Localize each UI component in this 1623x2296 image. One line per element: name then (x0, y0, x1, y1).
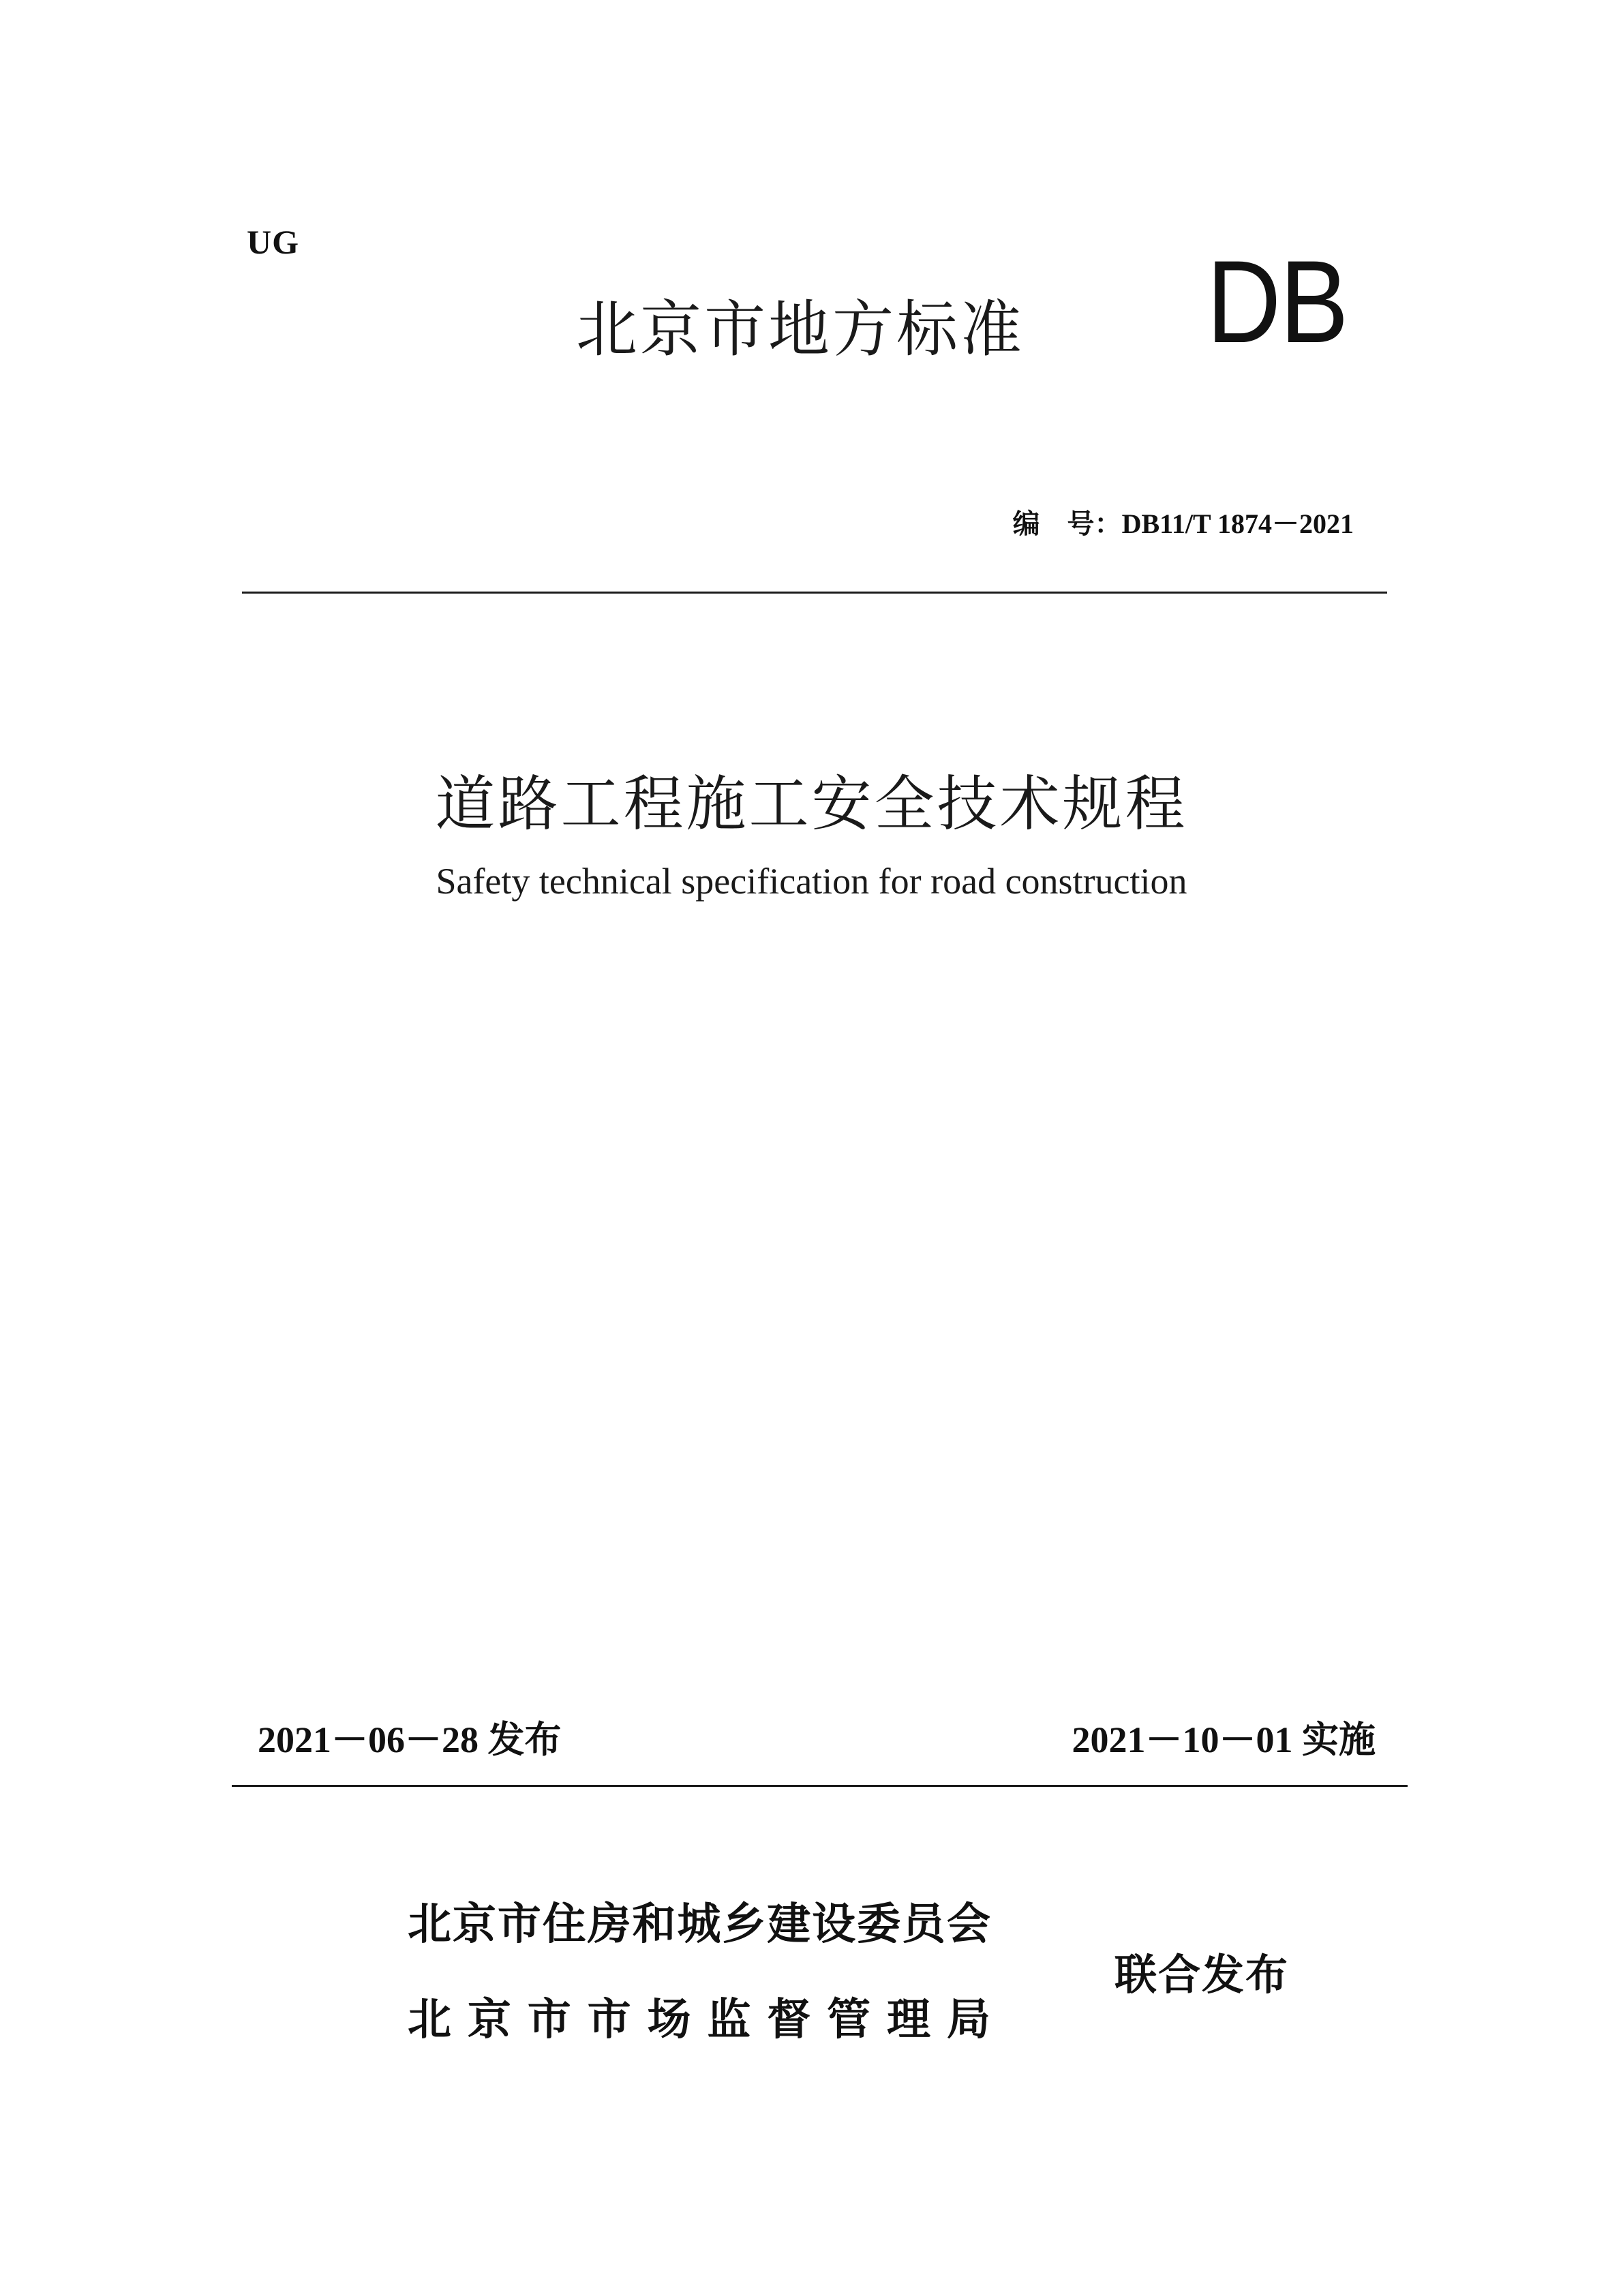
db-mark: DB (1207, 236, 1348, 367)
issuer-market-supervision (408, 1985, 990, 2047)
issuer-char: 理 (887, 1995, 930, 2045)
issuer-char: 场 (647, 1995, 691, 2045)
issuer-char: 住 (542, 1899, 586, 1950)
issuer-char: 市 (497, 1899, 541, 1950)
standard-type-title: 北京市地方标准 (576, 294, 1025, 365)
issuer-housing-commission (408, 1889, 990, 1952)
effective-date: 2021－10－01 实施 (1072, 1719, 1376, 1760)
issuer-char: 和 (632, 1899, 676, 1950)
standard-number (1013, 502, 1354, 541)
bottom-divider (232, 1785, 1408, 1787)
issuer-char: 房 (587, 1899, 631, 1950)
issuer-char: 监 (707, 1995, 751, 2045)
issuer-char: 督 (767, 1995, 811, 2045)
standard-number-label: 编 号： (1012, 508, 1122, 539)
issuer-char: 乡 (722, 1899, 766, 1950)
issuer-char: 北 (408, 1995, 451, 2045)
issuer-char: 建 (767, 1899, 811, 1950)
top-divider (242, 592, 1387, 594)
publish-date: 2021－06－28 发布 (258, 1719, 562, 1760)
issuer-char: 员 (901, 1899, 945, 1950)
issuer-char: 设 (812, 1899, 856, 1950)
standard-number-value: DB11/T 1874－2021 (1121, 508, 1354, 539)
issuer-char: 管 (827, 1995, 871, 2045)
document-title-chinese: 道路工程施工安全技术规程 (435, 769, 1188, 839)
joint-release-label: 联合发布 (1114, 1950, 1290, 2000)
issuer-char: 局 (946, 1995, 990, 2045)
issuer-char: 市 (587, 1995, 631, 2045)
issuer-char: 委 (857, 1899, 901, 1950)
issuer-char: 市 (527, 1995, 571, 2045)
document-title-english: Safety technical specification for road construction (436, 861, 1187, 902)
issuer-char: 京 (452, 1899, 496, 1950)
issuer-char: 城 (677, 1899, 721, 1950)
issuer-char: 京 (467, 1995, 511, 2045)
classification-code: UG (247, 223, 299, 261)
issuer-char: 会 (946, 1899, 990, 1950)
issuer-char: 北 (408, 1899, 451, 1950)
